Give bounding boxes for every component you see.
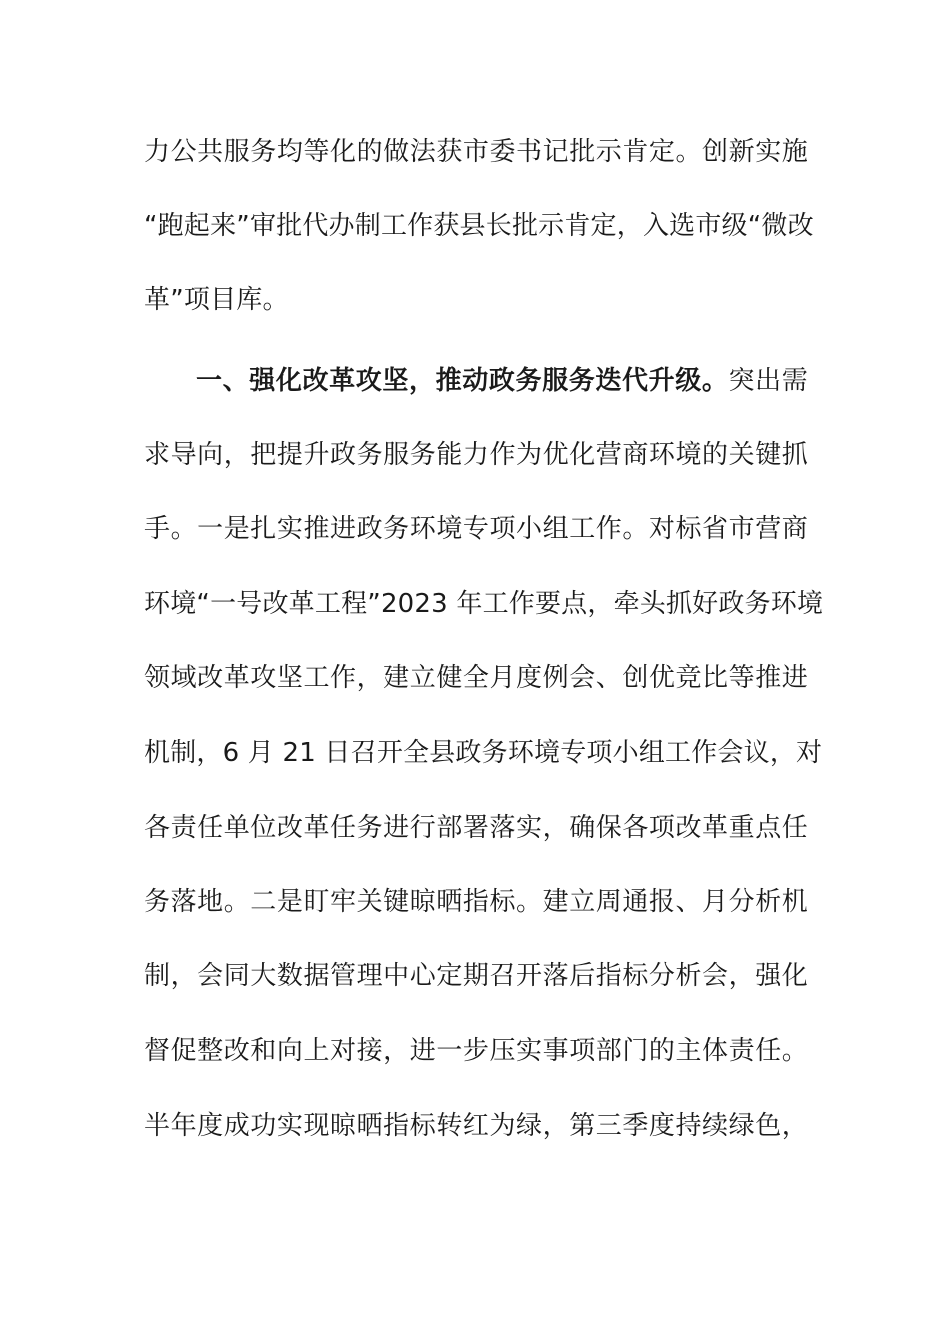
paragraph-line: 机制，6 月 21 日召开全县政务环境专项小组工作会议，对 xyxy=(144,738,823,768)
paragraph-line: “跑起来”审批代办制工作获县长批示肯定，入选市级“微改 xyxy=(144,211,814,241)
section-heading-line xyxy=(196,364,808,398)
paragraph-line: 革”项目库。 xyxy=(144,285,289,315)
section-heading: 一、强化改革攻坚，推动政务服务迭代升级。 xyxy=(196,366,729,396)
paragraph-line: 手。一是扎实推进政务环境专项小组工作。对标省市营商 xyxy=(144,514,808,544)
paragraph-line: 督促整改和向上对接，进一步压实事项部门的主体责任。 xyxy=(144,1036,808,1066)
paragraph-line: 制，会同大数据管理中心定期召开落后指标分析会，强化 xyxy=(144,961,808,991)
paragraph-line: 环境“一号改革工程”2023 年工作要点，牵头抓好政务环境 xyxy=(144,589,824,619)
paragraph-line: 半年度成功实现晾晒指标转红为绿，第三季度持续绿色， xyxy=(144,1111,808,1141)
paragraph-text: 突出需 xyxy=(728,366,808,396)
paragraph-line: 务落地。二是盯牢关键晾晒指标。建立周通报、月分析机 xyxy=(144,887,808,917)
paragraph-line: 力公共服务均等化的做法获市委书记批示肯定。创新实施 xyxy=(144,137,808,167)
paragraph-line: 求导向，把提升政务服务能力作为优化营商环境的关键抓 xyxy=(144,440,808,470)
paragraph-line: 领域改革攻坚工作，建立健全月度例会、创优竞比等推进 xyxy=(144,663,808,693)
paragraph-line: 各责任单位改革任务进行部署落实，确保各项改革重点任 xyxy=(144,813,808,843)
